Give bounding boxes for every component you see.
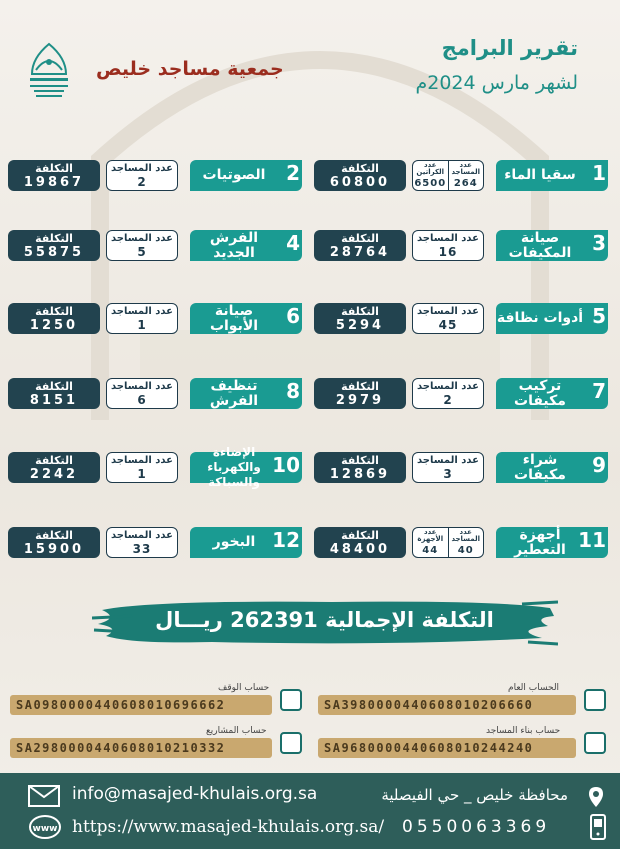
org-name: جمعية مساجد خليص [96, 58, 284, 80]
mosque-count-box [106, 160, 178, 191]
program-label [190, 527, 302, 558]
www-icon [28, 814, 62, 840]
program-number: 2 [286, 161, 300, 185]
count-title: عدد المساجد [110, 163, 174, 174]
cost-title: التكلفة [35, 305, 73, 318]
count-left-value: 6500 [414, 178, 447, 189]
program-label [190, 445, 302, 489]
count-value: 33 [132, 542, 152, 556]
program-number: 4 [286, 231, 300, 255]
cost-title: التكلفة [35, 232, 73, 245]
mosque-count-box [106, 452, 178, 483]
cost-box [314, 230, 406, 261]
program-name: شراء مكيفات [514, 451, 566, 483]
cost-box [314, 303, 406, 334]
program-1 [314, 160, 608, 191]
count-title: عدد المساجد [416, 455, 480, 466]
account-title: حساب المشاريع [206, 726, 267, 736]
program-name: أدوات نظافة [496, 310, 584, 326]
program-number: 6 [286, 304, 300, 328]
count-value: 3 [443, 467, 453, 481]
program-name: أجهزة التعطير [514, 526, 566, 558]
program-12 [8, 527, 302, 558]
bank-icon [280, 732, 302, 754]
account-number: SA0980000440608010696662 [10, 695, 272, 715]
program-name: الفرش الجديد [209, 229, 259, 261]
cost-value: 1250 [29, 318, 79, 333]
report-month: لشهر مارس 2024م [415, 72, 578, 94]
account-projects [10, 726, 302, 762]
count-value: 45 [438, 318, 458, 332]
cost-value: 2242 [29, 467, 79, 482]
program-number: 3 [592, 231, 606, 255]
cost-box [314, 527, 406, 558]
count-title: عدد المساجد [110, 455, 174, 466]
cost-value: 5294 [335, 318, 385, 333]
cost-value: 8151 [29, 393, 79, 408]
cost-value: 12869 [329, 467, 391, 482]
cost-box [314, 160, 406, 191]
cost-box [8, 303, 100, 334]
program-7 [314, 378, 608, 409]
program-label [190, 378, 302, 409]
cost-box [8, 378, 100, 409]
report-title: تقرير البرامج [441, 36, 578, 60]
count-right-value: 40 [457, 545, 474, 556]
count-title: عدد المساجد [110, 530, 174, 541]
count-title: عدد المساجد [110, 233, 174, 244]
bank-icon [280, 689, 302, 711]
program-name: تنظيف الفرش [209, 377, 259, 409]
count-left-value: 44 [422, 545, 439, 556]
count-right-value: 264 [453, 178, 478, 189]
program-9 [314, 452, 608, 483]
program-number: 5 [592, 304, 606, 328]
account-general [318, 683, 608, 719]
program-label [496, 160, 608, 191]
program-number: 12 [272, 528, 300, 552]
mosque-count-box [106, 527, 178, 558]
count-value: 16 [438, 245, 458, 259]
cost-title: التكلفة [35, 162, 73, 175]
cost-value: 60800 [329, 175, 391, 190]
count-value: 6 [137, 393, 147, 407]
program-label [190, 303, 302, 334]
account-title: حساب بناء المساجد [486, 726, 561, 736]
count-left-title: عدد الأجهزة [417, 528, 444, 543]
program-number: 11 [578, 528, 606, 552]
program-5 [314, 303, 608, 334]
cost-value: 2979 [335, 393, 385, 408]
count-value: 5 [137, 245, 147, 259]
cost-title: التكلفة [35, 454, 73, 467]
cost-title: التكلفة [35, 380, 73, 393]
cost-box [8, 160, 100, 191]
account-title: حساب الوقف [218, 683, 270, 693]
cost-value: 55875 [23, 245, 85, 260]
program-name: الصوتيات [202, 167, 266, 183]
count-right-title: عدد المساجد [451, 161, 481, 176]
count-title: عدد المساجد [416, 306, 480, 317]
phone-icon [590, 814, 606, 840]
mosque-count-box [412, 378, 484, 409]
count-title: عدد المساجد [110, 306, 174, 317]
cost-value: 15900 [23, 542, 85, 557]
count-right-title: عدد المساجد [451, 528, 481, 543]
mosque-count-box [412, 452, 484, 483]
mosque-count-box [412, 527, 484, 558]
count-value: 2 [137, 175, 147, 189]
count-value: 1 [137, 467, 147, 481]
count-value: 2 [443, 393, 453, 407]
mosque-count-box [106, 303, 178, 334]
program-number: 10 [272, 453, 300, 477]
mosque-count-box [106, 230, 178, 261]
cost-value: 48400 [329, 542, 391, 557]
account-waqf [10, 683, 302, 719]
svg-text:www: www [32, 824, 58, 834]
cost-title: التكلفة [341, 380, 379, 393]
mosque-count-box [412, 303, 484, 334]
cost-title: التكلفة [341, 232, 379, 245]
program-name: تركيب مكيفات [514, 377, 566, 409]
count-title: عدد المساجد [416, 233, 480, 244]
account-mosque-building [318, 726, 608, 762]
cost-title: التكلفة [341, 454, 379, 467]
account-number: SA2980000440608010210332 [10, 738, 272, 758]
bank-icon [584, 732, 606, 754]
cost-value: 19867 [23, 175, 85, 190]
footer-address: محافظة خليص _ حي الفيصلية [381, 786, 568, 804]
account-number: SA3980000440608010206660 [318, 695, 576, 715]
program-8 [8, 378, 302, 409]
count-title: عدد المساجد [416, 381, 480, 392]
cost-title: التكلفة [341, 162, 379, 175]
cost-box [8, 527, 100, 558]
program-number: 8 [286, 379, 300, 403]
footer-phone[interactable]: 0550063369 [402, 817, 551, 837]
program-4 [8, 230, 302, 261]
program-number: 9 [592, 453, 606, 477]
mosque-count-box [412, 230, 484, 261]
account-title: الحساب العام [508, 683, 560, 693]
total-cost: التكلفة الإجمالية 262391 ريـــال [155, 608, 494, 632]
footer-website[interactable]: https://www.masajed-khulais.org.sa/ [72, 817, 385, 837]
program-number: 7 [592, 379, 606, 403]
logo [22, 40, 76, 110]
program-label [496, 527, 608, 558]
cost-title: التكلفة [35, 529, 73, 542]
program-label [190, 160, 302, 191]
program-6 [8, 303, 302, 334]
program-3 [314, 230, 608, 261]
cost-box [314, 378, 406, 409]
cost-box [8, 452, 100, 483]
account-number: SA9680000440608010244240 [318, 738, 576, 758]
program-label [190, 230, 302, 261]
program-2 [8, 160, 302, 191]
count-value: 1 [137, 318, 147, 332]
email-icon [28, 785, 60, 807]
location-icon [588, 786, 604, 808]
program-name: سقيا الماء [504, 167, 576, 183]
program-name: صيانة المكيفات [508, 229, 572, 261]
program-label [496, 230, 608, 261]
program-10 [8, 445, 302, 489]
program-11 [314, 527, 608, 558]
count-left-title: عدد الكراتين [416, 161, 445, 176]
program-name: البخور [212, 534, 256, 550]
program-name: صيانة الأبواب [209, 302, 259, 334]
program-label [496, 378, 608, 409]
count-title: عدد المساجد [110, 381, 174, 392]
program-number: 1 [592, 161, 606, 185]
cost-value: 28764 [329, 245, 391, 260]
cost-box [8, 230, 100, 261]
cost-title: التكلفة [341, 529, 379, 542]
cost-box [314, 452, 406, 483]
cost-title: التكلفة [341, 305, 379, 318]
bank-icon [584, 689, 606, 711]
program-label [496, 303, 608, 334]
program-name: الإضاءة والكهرباء والسباكة [207, 445, 261, 489]
program-label [496, 452, 608, 483]
footer-email[interactable]: info@masajed-khulais.org.sa [72, 784, 318, 804]
mosque-count-box [106, 378, 178, 409]
mosque-count-box [412, 160, 484, 191]
